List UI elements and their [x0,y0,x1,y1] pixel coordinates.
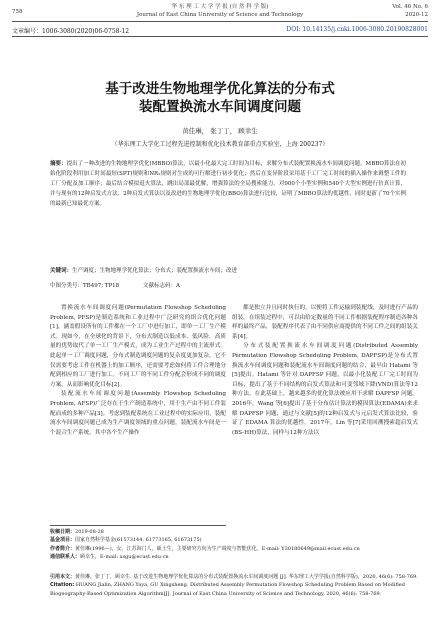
meta-rule [12,36,428,37]
body-column-left [50,304,226,438]
doi-link[interactable]: DOI: 10.14135/j.cnki.1006-3080.20190828001 [286,26,428,33]
journal-name-en: Journal of East China University of Science and Technology [136,11,304,18]
issue-date: 2020-12 [405,11,428,18]
body-column-right [232,304,418,438]
journal-name-cn: 华 东 理 工 大 学 学 报 (自 然 科 学 版) [171,4,269,10]
keywords [50,266,406,276]
affiliation: （华东理工大学化工过程先进控制和优化技术教育部重点实验室，上海 200237） [111,141,329,148]
footnote-author-bio: 作者简介：黄佳琳(1996—)，女，江苏海门人，硕士生，主要研究方向为生产调度与智能优化。E-mail: Y30180649@mail.ecust.edu.cn [50,545,360,552]
body-paragraph: 都是独立并且同时执行的，以便将工件运输到装配线，及时进行产品的组装。在组装过程中，可以由给定数量的不同工件根据装配程序制造各种各样的最终产品，装配程序代表了由不同供应商提供的不同工件之间的组装关系[4]。 [232,305,418,340]
author-list: 黄佳琳， 张丁丁， 顾幸生 [182,127,258,135]
citation-cn: 引用本文：黄佳琳，张丁丁，顾幸生. 基于改进生物地理学优化算法的分布式装配置换流水车间调度问题 [J]. 华东理工大学学报(自然科学版)，2020, 46(6): 758-769. [50,574,418,580]
abstract-text: 提出了一种改进的生物地理学优化(MBBO)算法，以最小化最大完工时间为目标，求解分布式装配置换流水车间调度问题。MBBO算法在初始化阶段利用加工时间最短(SPT)规则和NR₂规则对生成的可行解进行初步优化；然后在变异阶段采用基于工厂完工时间的插入操作来调整工件的工厂分配及加工顺序；最后结合模拟退火算法，跳出局部最优解，增强算法的全局搜索能力。对900个小型实例和540个大型实例进行仿真计算，并与现有的12种启发式方法、2种启发式算法以及改进的生物地理学优化(BBO)算法进行比较，证明了MBBO算法的优越性，同时更新了70个实例的最新已知最优方案。 [50,161,406,207]
keywords-text: 生产调度；生物地理学优化算法；分布式；装配置换流水车间；改进 [72,268,238,274]
title-line-2: 装配置换流水车间调度问题 [139,99,301,115]
volume-issue: Vol. 46 No. 6 [392,4,428,10]
body-paragraph: 置换流水车间调度问题(Permutation Flowshop Scheduling Problem, PFSP)是制造系统和工业过程中广泛研究的组合优化问题[1]，涵盖假设所有的工件都在一个工厂中进行加工，即单一工厂生产模式。现如今，在全球化的背景下，分布式制造以低成本、低风险、高质量的优势取代了单一工厂生产模式，成为工业生产过程中的主流形式。此起单一工厂调度问题，分布式制造调度问题的复杂度更加复杂，它不仅需要考虑工件在机器上的加工顺序，还需要考虑如何将工件合理地分配到相应的工厂进行加工。不同工厂的不同工件分配会形成不同的调度方案，从而影响优化目标[2]。 [50,305,226,388]
footnote-received: 收稿日期：2019-08-28 [50,529,104,535]
body-paragraph: 分布式装配置换流水车间调度问题(Distributed Assembly Permutation Flowshop Scheduling Problem, DAPFSP)是分布式置换流水车间调度问题和装配流水车间调度问题的结合，最早由 Hatami 等[5]提出。Hatami 等针对 DAPFSP 问题，以最小化装配工厂完工时间为目标，提出了基于不同结构的启发式算法和可变邻域下降(VND)算法等12种方法。在此基础上，越来越多的优化算法被应用于求解 DAPFSP 问题。2016年，Wang 等[6]提出了基于分布估计算法的模因算法(EDAMA)来求解 DAPFSP 问题，通过与文献[5]的12种启发式与元启发式算法比较，验证了 EDAMA 算法的优越性。2017年，Lin 等[7]采用回溯搜索超启发式(BS-HH)算法，同样与12种方法以 [232,343,418,436]
footnote-funding: 基金项目：国家自然科学基金(61573144, 61773165, 61673175) [50,537,202,544]
header-rule [12,21,428,22]
document-code: 文献标志码：A [142,283,180,289]
abstract-label: 摘要： [50,161,67,167]
body-paragraph: 装配流水车间调度问题(Assembly Flowshop Scheduling Problem, AFSP)广泛存在于生产制造系统中，用于生产由不同工件装配而成的多种产品[3]。考虑到装配系统在工业过程中的实际应用，装配流水车间调度问题已成为生产调度领域的重点问题。装配流水车间是一个混合生产系统，其中各个生产操作 [50,391,226,436]
clc-number: 中图分类号：TB497; TP18 [50,283,120,289]
classification [50,281,406,289]
article-number: 文章编号：1006-3080(2020)06-0758-12 [12,28,130,35]
citation-en-cont: Biogeography-Based Optimization Algorithm[J]. Journal of East China University of Science and Technology, 2020, 46(6): 758-769. [50,590,382,597]
article-title [0,80,440,116]
footnotes [50,528,418,562]
abstract [50,159,406,209]
footnote-corresponding: 通信联系人：顾幸生，E-mail: xsgu@ecust.edu.cn [50,554,169,561]
footnote-rule [50,525,226,526]
article-meta [12,26,428,35]
page-number: 758 [12,9,23,15]
citation-block [50,573,418,598]
keywords-label: 关键词： [50,268,73,274]
citation-en: Citation: HUANG Jialin, ZHANG Yaya, GU Xingsheng. Distributed Assembly Permutation Flowshop Scheduling Problem Based on Modified [50,582,405,589]
title-line-1: 基于改进生物地理学优化算法的分布式 [105,81,335,97]
